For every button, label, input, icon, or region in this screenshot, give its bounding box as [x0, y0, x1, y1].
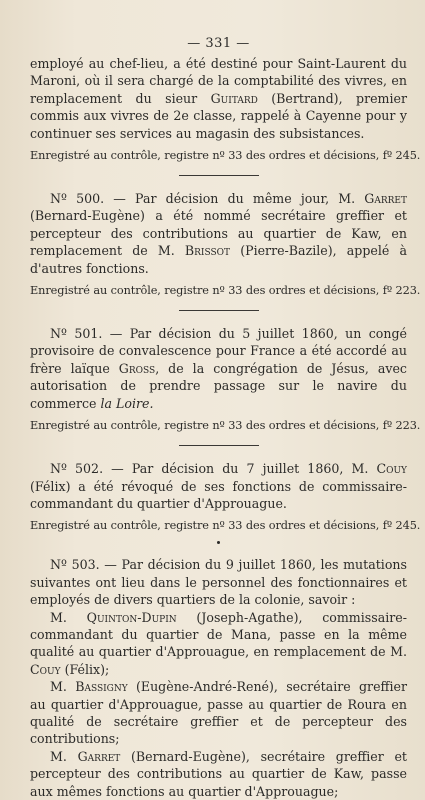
decision-500-paragraph: Nº 500. — Par décision du même jour, M. Garret (Bernard-Eugène) a été nommé secrétaire greffier et percepteur des contributions au quartier de Kaw, en remplacement de M. Brissot (Pierre-Bazile), appelé à d'autres fonctions.	[30, 191, 407, 276]
decision-501-paragraph: Nº 501. — Par décision du 5 juillet 1860, un congé provisoire de convalescence pour France a été accordé au frère laïque Gross, de la congrégation de Jésus, avec autorisation de prendre passage sur le navire du commerce la Loire.	[30, 326, 407, 411]
decision-501-block	[30, 325, 421, 433]
decision-503-block	[30, 556, 407, 800]
mutation-item: M. Garret (Bernard-Eugène), secrétaire greffier et percepteur des contributions au quartier de Kaw, passe aux mêmes fonctions au quartier d'Approuague;	[30, 748, 407, 799]
continuation-block	[30, 55, 421, 163]
person-name: Guitard	[210, 90, 258, 106]
decision-503-paragraph: Nº 503. — Par décision du 9 juillet 1860, les mutations suivantes ont lieu dans le personnel des fonctionnaires et employés de divers quartiers de la colonie, savoir :	[30, 557, 407, 608]
person-name: Garret	[77, 748, 121, 764]
register-line: Enregistré au contrôle, registre nº 33 des ordres et décisions, fº 223.	[30, 419, 421, 433]
person-name: Quinton-Dupin	[86, 609, 177, 625]
person-name: Gross	[118, 360, 156, 376]
separator-rule	[179, 310, 259, 311]
register-line: Enregistré au contrôle, registre nº 33 des ordres et décisions, fº 245.	[30, 149, 421, 163]
register-line: Enregistré au contrôle, registre nº 33 des ordres et décisions, fº 223.	[30, 284, 421, 298]
continuation-paragraph: employé au chef-lieu, a été destiné pour Saint-Laurent du Maroni, où il sera chargé de la comptabilité des vivres, en remplacement du sieur Guitard (Bertrand), premier commis aux vivres de 2e classe, rappelé à Cayenne pour y continuer ses services au magasin des subsistances.	[30, 56, 407, 141]
register-line: Enregistré au contrôle, registre nº 33 des ordres et décisions, fº 245.	[30, 519, 421, 533]
person-name: Couy	[376, 461, 407, 477]
separator-rule	[179, 175, 259, 176]
person-name: Garret	[364, 191, 407, 207]
page-number: — 331 —	[187, 36, 250, 51]
decision-502-paragraph: Nº 502. — Par décision du 7 juillet 1860, M. Couy (Félix) a été révoqué de ses fonctions de commissaire-commandant du quartier d'Approuague.	[30, 461, 407, 511]
person-name: Brissot	[184, 243, 231, 259]
person-name: Couy	[30, 661, 61, 677]
decision-502-block	[30, 460, 421, 533]
person-name: Bassigny	[75, 679, 128, 695]
separator-rule	[179, 445, 259, 446]
mutation-item: M. Quinton-Dupin (Joseph-Agathe), commissaire-commandant du quartier de Mana, passe en la même qualité au quartier d'Approuague, en remplacement de M. Couy (Félix);	[30, 609, 407, 677]
decision-500-block	[30, 190, 421, 298]
mutation-item: M. Bassigny (Eugène-André-René), secrétaire greffier au quartier d'Approuague, passe au quartier de Roura en qualité de secrétaire greffier et de percepteur des contributions;	[30, 679, 407, 747]
separator-dot	[217, 541, 220, 544]
ship-name: la Loire.	[100, 395, 154, 411]
